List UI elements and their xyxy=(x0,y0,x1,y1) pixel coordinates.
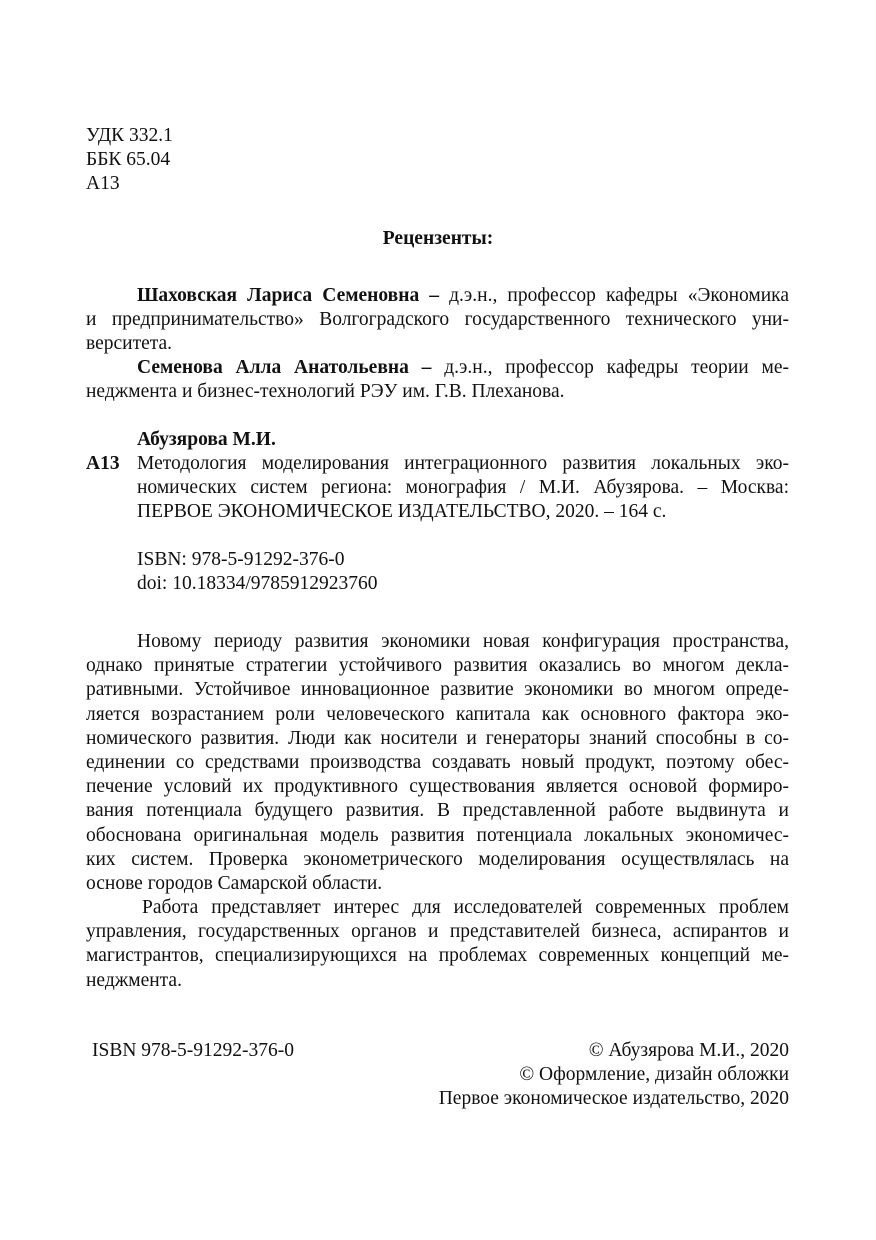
catalog-author: Абузярова М.И. xyxy=(137,429,276,450)
reviewers-heading: Рецензенты: xyxy=(382,228,494,249)
catalog-line: Методология моделирования интеграционного развития локальных эко- xyxy=(137,453,789,474)
author-mark: А13 xyxy=(86,173,120,194)
abstract-line: ративными. Устойчивое инновационное развитие экономики во многом опреде- xyxy=(86,679,789,701)
abstract-line: единении со средствами производства создавать новый продукт, поэтому обес- xyxy=(86,752,789,773)
abstract-line: обоснована оригинальная модель развития потенциала локальных экономичес- xyxy=(86,824,789,846)
copyright-line: © Оформление, дизайн обложки xyxy=(519,1064,789,1085)
abstract-line: ких систем. Проверка эконометрического моделирования осуществлялась на xyxy=(86,848,789,870)
reviewer-2-line xyxy=(137,356,789,380)
reviewer-2-line: неджмента и бизнес-технологий РЭУ им. Г.В. Плеханова. xyxy=(86,381,565,402)
reviewer-1-line: верситета. xyxy=(86,333,173,354)
reviewer-1-line: и предпринимательство» Волгоградского государственного технического уни- xyxy=(86,309,789,330)
catalog-code: А13 xyxy=(86,453,120,474)
catalog-isbn: ISBN: 978-5-91292-376-0 xyxy=(137,549,345,570)
abstract-line: печение условий их продуктивного существования является основой формиро- xyxy=(86,776,789,798)
reviewer-1-name: Шаховская Лариса Семеновна – xyxy=(137,285,440,306)
abstract-line: ляется возрастанием роли человеческого капитала как основного фактора эко- xyxy=(86,703,789,725)
abstract-line: управления, государственных органов и представителей бизнеса, аспирантов и xyxy=(86,921,789,943)
abstract-line: Новому периоду развития экономики новая конфигурация пространства, xyxy=(137,631,789,652)
abstract-line: вания потенциала будущего развития. В представленной работе выдвинута и xyxy=(86,800,789,822)
catalog-line: ПЕРВОЕ ЭКОНОМИЧЕСКОЕ ИЗДАТЕЛЬСТВО, 2020. – 164 с. xyxy=(137,501,667,522)
reviewer-1-text: д.э.н., профессор кафедры «Экономика xyxy=(439,285,789,306)
reviewer-2-name: Семенова Алла Анатольевна – xyxy=(137,357,432,378)
abstract-line: номического развития. Люди как носители и генераторы знаний способны в со- xyxy=(86,727,789,749)
bbk-code: ББК 65.04 xyxy=(86,149,171,170)
abstract-line: Работа представляет интерес для исследователей современных проблем xyxy=(142,897,789,918)
abstract-line: однако принятые стратегии устойчивого развития оказались во многом декла- xyxy=(86,655,789,677)
udk-code: УДК 332.1 xyxy=(86,125,173,146)
abstract-line: основе городов Самарской области. xyxy=(86,873,383,894)
reviewer-2-text: д.э.н., профессор кафедры теории ме- xyxy=(431,357,789,378)
catalog-doi: doi: 10.18334/9785912923760 xyxy=(137,573,378,594)
abstract-line: неджмента. xyxy=(86,969,182,991)
copyright-line: © Абузярова М.И., 2020 xyxy=(588,1040,789,1061)
abstract-line: магистрантов, специализирующихся на проблемах современных концепций ме- xyxy=(86,945,789,967)
reviewer-1-line xyxy=(137,284,789,308)
copyright-line: Первое экономическое издательство, 2020 xyxy=(438,1088,789,1109)
catalog-line: номических систем региона: монография / М.И. Абузярова. – Москва: xyxy=(137,477,789,498)
footer-isbn: ISBN 978-5-91292-376-0 xyxy=(92,1040,295,1061)
